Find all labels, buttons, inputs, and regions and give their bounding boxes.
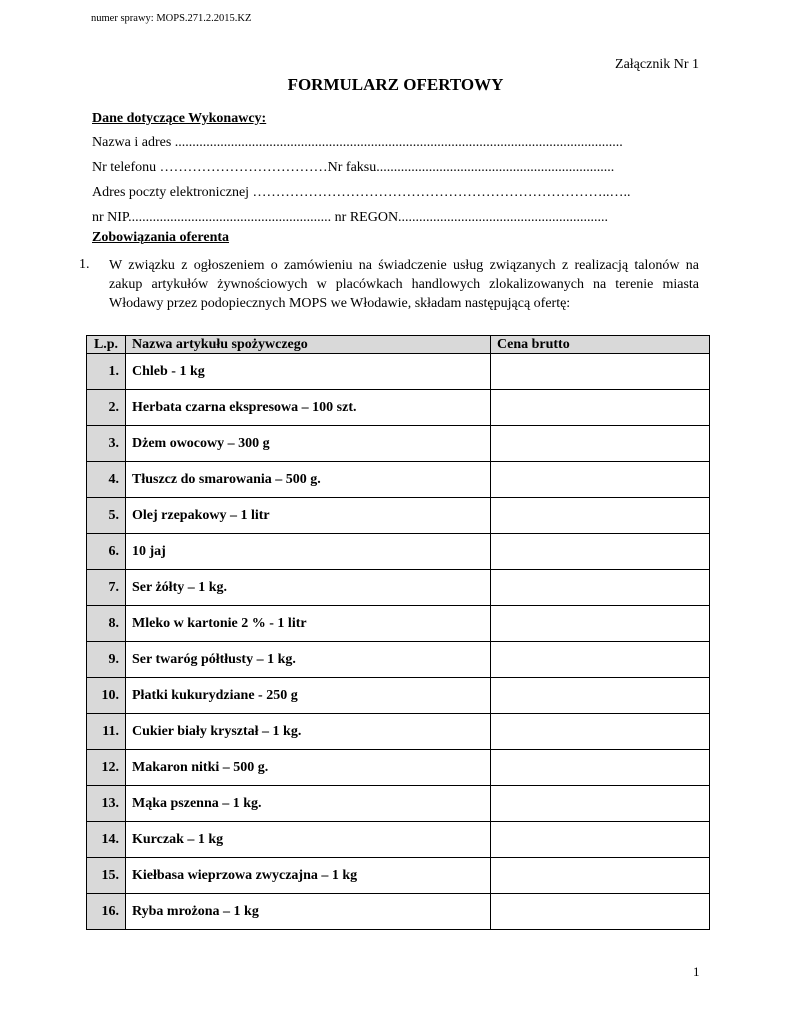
row-lp: 16. [87,894,126,930]
row-item-name: Kurczak – 1 kg [126,822,491,858]
table-row [87,786,710,822]
contractor-heading: Dane dotyczące Wykonawcy: [92,111,267,126]
table-row [87,570,710,606]
row-price-input[interactable] [491,462,710,498]
row-item-name: Herbata czarna ekspresowa – 100 szt. [126,390,491,426]
row-price-input[interactable] [491,534,710,570]
row-item-name: Makaron nitki – 500 g. [126,750,491,786]
row-lp: 11. [87,714,126,750]
attachment-label: Załącznik Nr 1 [615,57,699,72]
row-item-name: Mąka pszenna – 1 kg. [126,786,491,822]
row-lp: 6. [87,534,126,570]
table-row [87,858,710,894]
row-lp: 8. [87,606,126,642]
phone-fax-field[interactable]: Nr telefonu ………………………………Nr faksu.................................................................... [92,160,615,175]
table-row [87,606,710,642]
case-number: numer sprawy: MOPS.271.2.2015.KZ [91,13,252,24]
row-price-input[interactable] [491,894,710,930]
row-lp: 7. [87,570,126,606]
row-item-name: Ryba mrożona – 1 kg [126,894,491,930]
row-lp: 14. [87,822,126,858]
header-lp: L.p. [87,336,126,354]
table-row [87,462,710,498]
name-address-field[interactable]: Nazwa i adres ................................................................................................................................ [92,135,623,150]
row-price-input[interactable] [491,822,710,858]
table-row [87,426,710,462]
obligation-text: W związku z ogłoszeniem o zamówieniu na świadczenie usług związanych z realizacją talonów na zakup artykułów żywnościowych w placówkach handlowych zlokalizowanych na terenie miasta Włodawy przez podopiecznych MOPS we Włodawie, składam następującą ofertę: [109,258,699,311]
obligations-heading: Zobowiązania oferenta [92,230,230,245]
row-price-input[interactable] [491,642,710,678]
row-item-name: Cukier biały kryształ – 1 kg. [126,714,491,750]
row-item-name: 10 jaj [126,534,491,570]
row-price-input[interactable] [491,498,710,534]
row-price-input[interactable] [491,606,710,642]
table-row [87,498,710,534]
row-lp: 5. [87,498,126,534]
row-price-input[interactable] [491,426,710,462]
row-item-name: Dżem owocowy – 300 g [126,426,491,462]
page-number: 1 [693,964,700,979]
table-row [87,894,710,930]
table-row [87,750,710,786]
row-price-input[interactable] [491,354,710,390]
header-price: Cena brutto [491,336,710,354]
row-price-input[interactable] [491,714,710,750]
table-row [87,822,710,858]
email-field[interactable]: Adres poczty elektronicznej …………………………………………………………………..….. [92,185,631,200]
table-row [87,642,710,678]
row-item-name: Kiełbasa wieprzowa zwyczajna – 1 kg [126,858,491,894]
row-lp: 2. [87,390,126,426]
table-row [87,678,710,714]
row-item-name: Ser twaróg półtłusty – 1 kg. [126,642,491,678]
table-row [87,354,710,390]
row-lp: 3. [87,426,126,462]
table-row [87,390,710,426]
row-lp: 13. [87,786,126,822]
row-item-name: Płatki kukurydziane - 250 g [126,678,491,714]
row-lp: 15. [87,858,126,894]
row-price-input[interactable] [491,786,710,822]
row-price-input[interactable] [491,390,710,426]
row-item-name: Mleko w kartonie 2 % - 1 litr [126,606,491,642]
table-row [87,714,710,750]
row-lp: 10. [87,678,126,714]
nip-regon-field[interactable]: nr NIP.......................................................... nr REGON............................................................ [92,210,609,225]
row-item-name: Olej rzepakowy – 1 litr [126,498,491,534]
offer-table [86,335,710,930]
row-lp: 1. [87,354,126,390]
table-row [87,534,710,570]
row-lp: 4. [87,462,126,498]
header-name: Nazwa artykułu spożywczego [126,336,491,354]
obligation-number: 1. [79,257,90,272]
page-title: FORMULARZ OFERTOWY [287,75,504,94]
row-price-input[interactable] [491,678,710,714]
row-item-name: Chleb - 1 kg [126,354,491,390]
row-price-input[interactable] [491,858,710,894]
row-item-name: Tłuszcz do smarowania – 500 g. [126,462,491,498]
table-header-row [87,336,710,354]
row-price-input[interactable] [491,750,710,786]
row-lp: 9. [87,642,126,678]
row-price-input[interactable] [491,570,710,606]
row-item-name: Ser żółty – 1 kg. [126,570,491,606]
row-lp: 12. [87,750,126,786]
